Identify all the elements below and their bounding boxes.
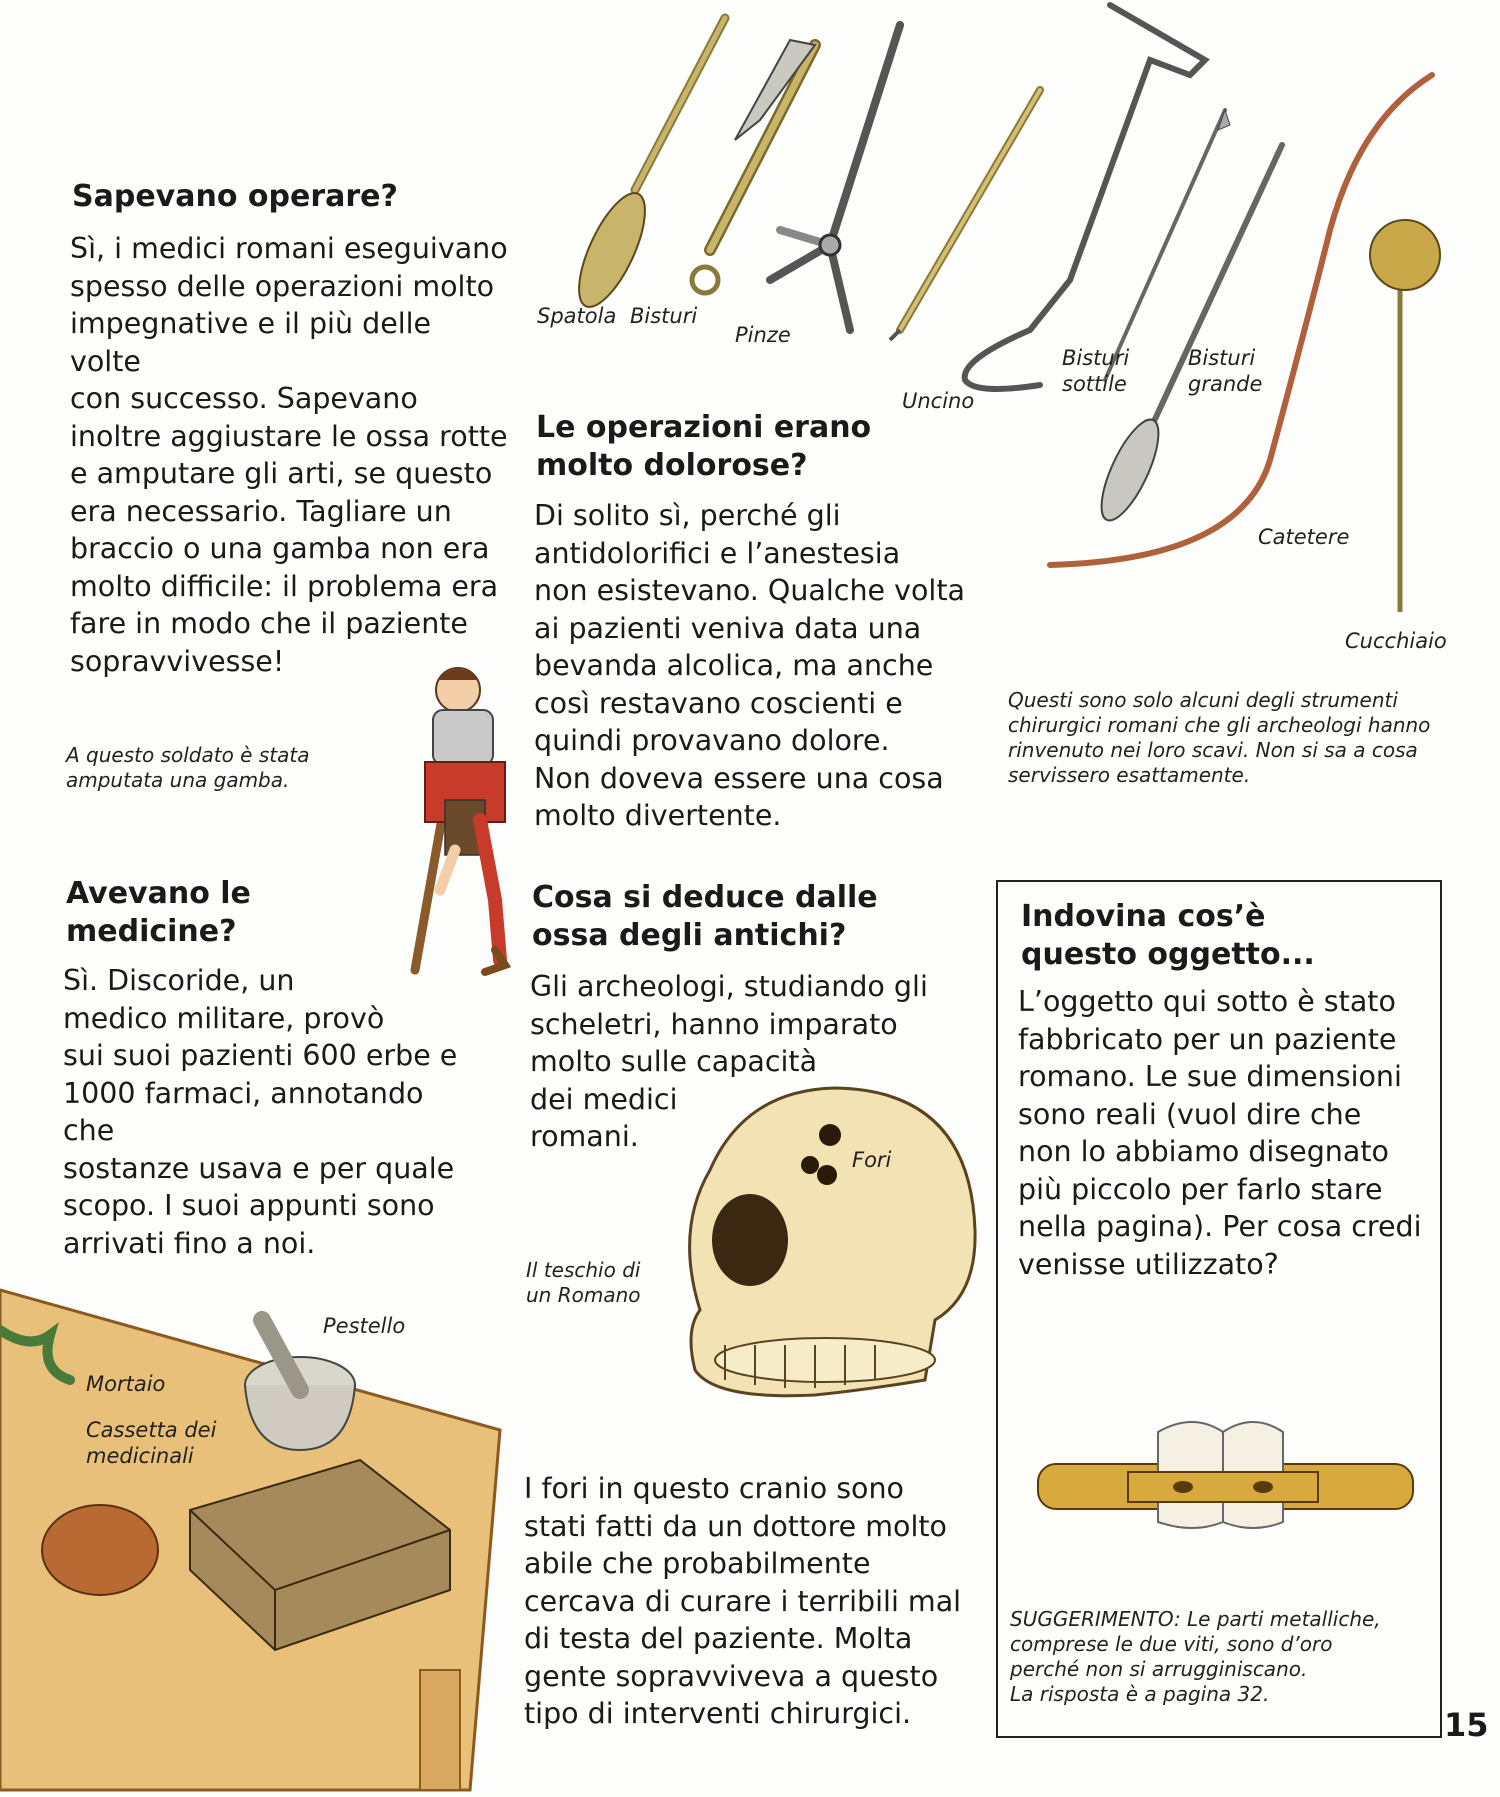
- heading-operazioni-dolorose: Le operazioni erano molto dolorose?: [536, 410, 872, 483]
- heading-indovina: Indovina cos’è questo oggetto...: [1021, 899, 1315, 972]
- label-uncino: Uncino: [902, 389, 975, 413]
- label-pestello: Pestello: [323, 1314, 406, 1338]
- scalpel-instrument: [692, 40, 815, 293]
- label-cassetta: Cassetta dei medicinali: [86, 1418, 217, 1468]
- spatula-instrument: [566, 18, 725, 315]
- text-fori-cranio: I fori in questo cranio sono stati fatti da un dottore molto abile che probabilmente cercava di curare i terribili mal di testa del paziente. Molta gente sopravviveva a questo tipo di interventi chirurgici.: [524, 1472, 962, 1730]
- label-pinze: Pinze: [735, 323, 791, 347]
- spoon-instrument: [1370, 220, 1440, 612]
- thin-scalpel-instrument: [1105, 110, 1230, 380]
- label-catetere: Catetere: [1258, 525, 1350, 549]
- medicine-table-illustration: [0, 1290, 500, 1790]
- hint-text: SUGGERIMENTO: Le parti metalliche, comprese le due viti, sono d’oro perché non si arrugginiscano. La risposta è a pagina 32.: [1010, 1607, 1381, 1706]
- caption-teschio: Il teschio di un Romano: [526, 1258, 641, 1307]
- quiz-box: [996, 880, 1442, 1738]
- skull-illustration: [685, 1080, 985, 1410]
- label-fori: Fori: [852, 1148, 892, 1172]
- heading-sapevano-operare: Sapevano operare?: [72, 179, 398, 214]
- hook-instrument: [890, 90, 1040, 340]
- caption-strumenti: Questi sono solo alcuni degli strumenti chirurgici romani che gli archeologi hanno rinvenuto nei loro scavi. Non si sa a cosa servissero esattamente.: [1008, 688, 1431, 787]
- text-operazioni-dolorose: Di solito sì, perché gli antidolorifici e l’anestesia non esistevano. Qualche volta ai pazienti veniva data una bevanda alcolica, ma anche così restavano coscienti e quindi provavano dolore. Non doveva essere una cosa molto divertente.: [534, 499, 965, 832]
- label-bisturi-sottile: Bisturi sottile: [1062, 346, 1130, 396]
- caption-soldato: A questo soldato è stata amputata una gamba.: [66, 743, 310, 792]
- label-cucchiaio: Cucchiaio: [1345, 629, 1447, 653]
- text-indovina: L’oggetto qui sotto è stato fabbricato per un paziente romano. Le sue dimensioni sono reali (vuol dire che non lo abbiamo disegnato più piccolo per farlo stare nella pagina). Per cosa credi venisse utilizzato?: [1018, 985, 1422, 1281]
- label-spatola: Spatola: [537, 304, 617, 328]
- large-hook-instrument: [965, 5, 1205, 389]
- page-number: 15: [1444, 1706, 1489, 1744]
- label-bisturi-grande: Bisturi grande: [1188, 346, 1263, 396]
- text-ossa-antichi: Gli archeologi, studiando gli scheletri, hanno imparato molto sulle capacità dei medici romani.: [530, 970, 928, 1153]
- label-mortaio: Mortaio: [86, 1372, 166, 1396]
- mystery-object-illustration: [1028, 1412, 1428, 1552]
- text-sapevano-operare: Sì, i medici romani eseguivano spesso delle operazioni molto impegnative e il più delle volte con successo. Sapevano inoltre aggiustare le ossa rotte e amputare gli arti, se questo era necessario. Tagliare un braccio o una gamba non era molto difficile: il problema era fare in modo che il paziente sopravvivesse!: [70, 232, 508, 678]
- label-bisturi: Bisturi: [630, 304, 698, 328]
- heading-avevano-medicine: Avevano le medicine?: [66, 876, 251, 949]
- heading-ossa-antichi: Cosa si deduce dalle ossa degli antichi?: [532, 880, 878, 953]
- text-avevano-medicine: Sì. Discoride, un medico militare, provò sui suoi pazienti 600 erbe e 1000 farmaci, annotando che sostanze usava e per quale scopo. I suoi appunti sono arrivati fino a noi.: [63, 964, 458, 1260]
- large-scalpel-instrument: [1090, 145, 1282, 527]
